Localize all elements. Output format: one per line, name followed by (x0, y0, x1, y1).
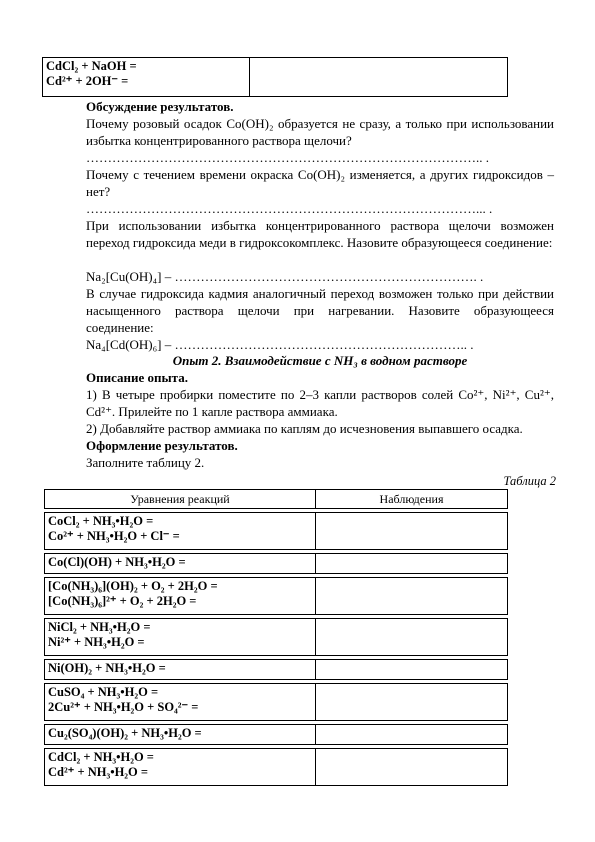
equation-line-2: Ni²⁺ + NH₃•H₂O = (48, 635, 145, 649)
table-row (45, 554, 508, 574)
step-2: 2) Добавляйте раствор аммиака по каплям до исчезновения выпавшего осадка. (86, 421, 523, 436)
observation-cell[interactable] (316, 725, 508, 745)
equation-line-1: CuSO₄ + NH₃•H₂O = (48, 685, 159, 699)
question-2: Почему с течением времени окраска Co(OH)₂ изменяется, а других гидроксидов – нет? (86, 167, 554, 199)
observation-cell[interactable] (316, 660, 508, 680)
equation-line-2: Co²⁺ + NH₃•H₂O + Cl⁻ = (48, 529, 180, 543)
equation-line-1: NiCl₂ + NH₃•H₂O = (48, 620, 151, 634)
copper-complex-line[interactable]: Na₂[Cu(OH)₄] – ……………………………………………………………. . (86, 269, 484, 284)
equation-line-2: [Co(NH₃)₆]²⁺ + O₂ + 2H₂O = (48, 594, 197, 608)
equation-cell (45, 554, 316, 574)
top-equation-line-1: CdCl₂ + NaOH = (46, 59, 137, 73)
experiment-2-title: Опыт 2. Взаимодействие с NH₃ в водном растворе (172, 353, 468, 368)
equation-cell (45, 684, 316, 721)
table-body (45, 509, 508, 786)
answer-dots-2[interactable]: ………………………………………………………………………………... . (86, 201, 493, 216)
table-row (45, 619, 508, 656)
equation-line-2: Cd²⁺ + NH₃•H₂O = (48, 765, 149, 779)
header-observations: Наблюдения (316, 490, 508, 509)
table-2-caption: Таблица 2 (503, 474, 556, 488)
equation-line-1: CdCl₂ + NH₃•H₂O = (48, 750, 154, 764)
top-equation-line-2: Cd²⁺ + 2OH⁻ = (46, 74, 129, 88)
table-header-row (45, 490, 508, 509)
question-1: Почему розовый осадок Co(OH)₂ образуется не сразу, а только при использовании избытка концентрированного раствора щелочи? (86, 116, 554, 148)
equation-line-1: [Co(NH₃)₆](OH)₂ + O₂ + 2H₂O = (48, 579, 218, 593)
discussion-heading: Обсуждение результатов. (86, 99, 234, 114)
fill-table-instruction: Заполните таблицу 2. (86, 455, 205, 470)
description-heading: Описание опыта. (86, 370, 188, 385)
equation-line-1: CoCl₂ + NH₃•H₂O = (48, 514, 154, 528)
observation-cell[interactable] (316, 619, 508, 656)
observation-cell[interactable] (316, 684, 508, 721)
table-row (45, 578, 508, 615)
observation-cell[interactable] (316, 578, 508, 615)
step-1: 1) В четыре пробирки поместите по 2–3 капли растворов солей Co²⁺, Ni²⁺, Cu²⁺, Cd²⁺. Прилейте по 1 капле раствора аммиака. (86, 387, 554, 419)
top-equation-cell (43, 58, 250, 97)
reactions-table-2 (44, 489, 508, 786)
table-row (45, 725, 508, 745)
top-reaction-table (42, 57, 508, 97)
equation-cell (45, 619, 316, 656)
equation-cell (45, 513, 316, 550)
header-equations: Уравнения реакций (45, 490, 316, 509)
equation-line-1: Co(Cl)(OH) + NH₃•H₂O = (48, 555, 186, 569)
table-row (45, 513, 508, 550)
equation-line-2: 2Cu²⁺ + NH₃•H₂O + SO₄²⁻ = (48, 700, 199, 714)
question-4: В случае гидроксида кадмия аналогичный переход возможен только при действии насыщенного раствора щелочи при нагревании. Назовите образующееся соединение: (86, 286, 554, 335)
question-3: При использовании избытка концентрированного раствора щелочи возможен переход гидроксида меди в гидроксокомплекс. Назовите образующееся соединение: (86, 218, 554, 250)
observation-cell[interactable] (316, 749, 508, 786)
equation-cell (45, 725, 316, 745)
results-heading: Оформление результатов. (86, 438, 238, 453)
top-observation-cell[interactable] (250, 58, 508, 97)
equation-cell (45, 578, 316, 615)
table-row (45, 684, 508, 721)
equation-line-1: Cu₂(SO₄)(OH)₂ + NH₃•H₂O = (48, 726, 202, 740)
equation-cell (45, 660, 316, 680)
table-row (45, 660, 508, 680)
equation-cell (45, 749, 316, 786)
table-row (45, 749, 508, 786)
answer-dots-1[interactable]: ……………………………………………………………………………….. . (86, 150, 489, 165)
observation-cell[interactable] (316, 513, 508, 550)
observation-cell[interactable] (316, 554, 508, 574)
equation-line-1: Ni(OH)₂ + NH₃•H₂O = (48, 661, 166, 675)
cadmium-complex-line[interactable]: Na₄[Cd(OH)₆] – ………………………………………………………….. . (86, 337, 474, 352)
